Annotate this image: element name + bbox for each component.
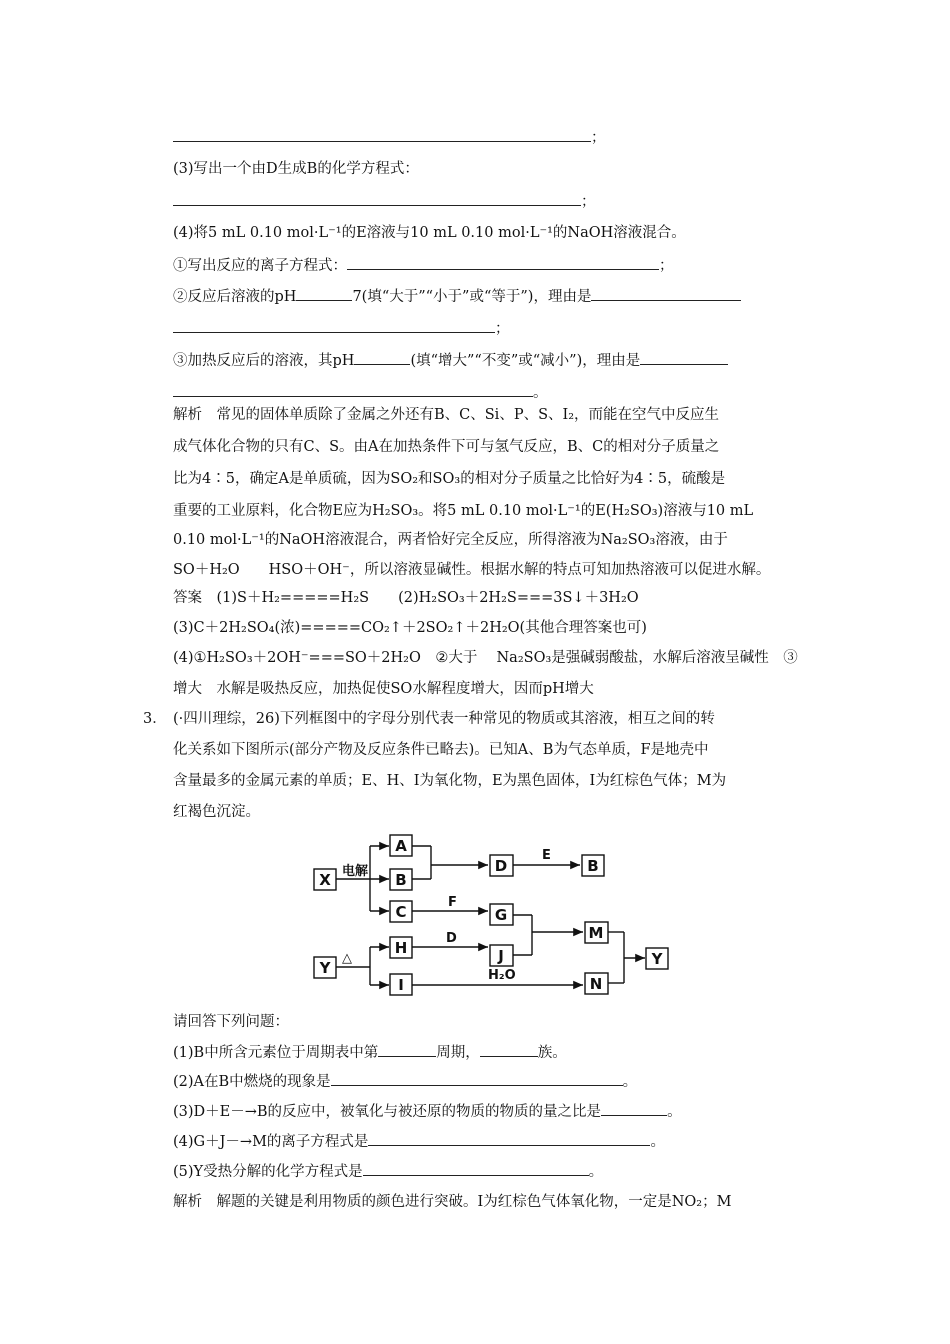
svg-text:G: G <box>494 906 508 924</box>
svg-text:C: C <box>395 903 407 921</box>
svg-text:A: A <box>395 837 407 855</box>
blank <box>173 318 495 333</box>
question-number: 3． <box>143 711 167 727</box>
blank <box>601 1101 667 1116</box>
question-3-line-3: 含量最多的金属元素的单质；E、H、I为氧化物，E为黑色固体，I为红棕色气体；M为 <box>173 773 727 789</box>
question-4-2: ②反应后溶液的pH 7(填“大于”“小于”或“等于”)，理由是 <box>173 286 741 307</box>
blank <box>354 350 410 365</box>
answer-line-9: 。 <box>173 382 548 403</box>
question-3-line-4: 红褐色沉淀。 <box>173 804 260 820</box>
answer-line-7: ； <box>173 318 510 339</box>
answer-line-16: 答案 (1)S＋H₂=====H₂S (2)H₂SO₃＋2H₂S===3S↓＋3H₂O <box>173 590 639 606</box>
subquestion-1: (1)B中所含元素位于周期表中第 周期， 族。 <box>173 1042 567 1063</box>
blank <box>363 1161 589 1176</box>
question-4-prompt: (4)将5 mL 0.10 mol·L⁻¹的E溶液与10 mL 0.10 mol·L⁻¹的NaOH溶液混合。 <box>173 225 686 241</box>
label-F: F <box>448 895 457 910</box>
analysis-line-4: 重要的工业原料，化合物E应为H₂SO₃。将5 mL 0.10 mol·L⁻¹的E(H₂SO₃)溶液与10 mL <box>173 503 754 519</box>
box-N <box>585 973 608 994</box>
box-G <box>490 904 513 925</box>
analysis-line-6: SO＋H₂O HSO＋OH⁻，所以溶液显碱性。根据水解的特点可知加热溶液可以促进水解。 <box>173 562 771 578</box>
box-J <box>490 945 513 966</box>
box-B-left <box>390 869 412 890</box>
label-water: H₂O <box>488 968 516 983</box>
svg-text:Y: Y <box>319 959 331 977</box>
blank <box>368 1131 650 1146</box>
box-Y-right <box>646 948 668 969</box>
blank <box>591 286 741 301</box>
question-3-line-1: (·四川理综，26)下列框图中的字母分别代表一种常见的物质或其溶液，相互之间的转 <box>173 711 715 727</box>
blank <box>173 191 581 206</box>
svg-text:J: J <box>498 947 504 965</box>
question-3-line-2: 化关系如下图所示(部分产物及反应条件已略去)。已知A、B为气态单质，F是地壳中 <box>173 742 709 758</box>
answer-line-18: (4)①H₂SO₃＋2OH⁻===SO＋2H₂O ②大于 Na₂SO₃是强碱弱酸盐，水解后溶液呈碱性 ③ <box>173 650 798 666</box>
blank <box>296 286 352 301</box>
analysis-line-3: 比为4∶5，确定A是单质硫，因为SO₂和SO₃的相对分子质量之比恰好为4∶5，硫酸是 <box>173 471 726 487</box>
box-A <box>390 835 412 856</box>
subquestion-5: (5)Y受热分解的化学方程式是 。 <box>173 1161 603 1182</box>
label-heat: △ <box>342 951 352 966</box>
svg-text:Y: Y <box>651 950 663 968</box>
blank <box>331 1071 623 1086</box>
svg-text:M: M <box>588 924 604 942</box>
subquestion-4: (4)G＋J－→M的离子方程式是 。 <box>173 1131 665 1152</box>
reaction-flow-diagram <box>300 828 680 1008</box>
svg-text:B: B <box>395 871 407 889</box>
box-B-right <box>582 855 604 876</box>
box-H <box>390 937 412 958</box>
questions-intro: 请回答下列问题： <box>173 1014 289 1030</box>
blank <box>173 382 533 397</box>
answer-line-17: (3)C＋2H₂SO₄(浓)=====CO₂↑＋2SO₂↑＋2H₂O(其他合理答案也可) <box>173 620 647 636</box>
blank <box>347 255 659 270</box>
blank <box>480 1042 538 1057</box>
box-X <box>314 869 336 890</box>
box-I <box>390 974 412 995</box>
analysis-line-2: 成气体化合物的只有C、S。由A在加热条件下可与氢气反应，B、C的相对分子质量之 <box>173 439 720 455</box>
subquestion-3: (3)D＋E－→B的反应中，被氧化与被还原的物质的物质的量之比是 。 <box>173 1101 682 1122</box>
svg-text:D: D <box>494 857 508 875</box>
label-D: D <box>446 931 457 946</box>
box-C <box>390 901 412 922</box>
blank <box>378 1042 436 1057</box>
svg-text:B: B <box>587 857 599 875</box>
svg-text:N: N <box>589 975 603 993</box>
question-4-3: ③加热反应后的溶液，其pH (填“增大”“不变”或“减小”)，理由是 <box>173 350 728 371</box>
label-electrolysis: 电解 <box>342 864 369 879</box>
blank <box>173 127 591 142</box>
box-M <box>585 922 608 943</box>
question-3-prompt: (3)写出一个由D生成B的化学方程式： <box>173 161 419 177</box>
analysis-q3: 解析 解题的关键是利用物质的颜色进行突破。I为红棕色气体氧化物，一定是NO₂；M <box>173 1194 732 1210</box>
question-4-1: ①写出反应的离子方程式： ； <box>173 255 674 276</box>
analysis-line-5: 0.10 mol·L⁻¹的NaOH溶液混合，两者恰好完全反应，所得溶液为Na₂SO₃溶液，由于 <box>173 532 728 548</box>
answer-line-3: ； <box>173 191 596 212</box>
label-E: E <box>542 848 551 863</box>
box-D <box>490 855 513 876</box>
svg-text:X: X <box>319 871 331 889</box>
analysis-line-1: 解析 常见的固体单质除了金属之外还有B、C、Si、P、S、I₂，而能在空气中反应生 <box>173 407 720 423</box>
box-Y-left <box>314 957 336 978</box>
svg-text:H: H <box>394 939 408 957</box>
svg-text:I: I <box>398 976 404 994</box>
answer-line-19: 增大 水解是吸热反应，加热促使SO水解程度增大，因而pH增大 <box>173 681 594 697</box>
answer-line-1: ； <box>173 127 606 148</box>
subquestion-2: (2)A在B中燃烧的现象是 。 <box>173 1071 637 1092</box>
blank <box>640 350 728 365</box>
